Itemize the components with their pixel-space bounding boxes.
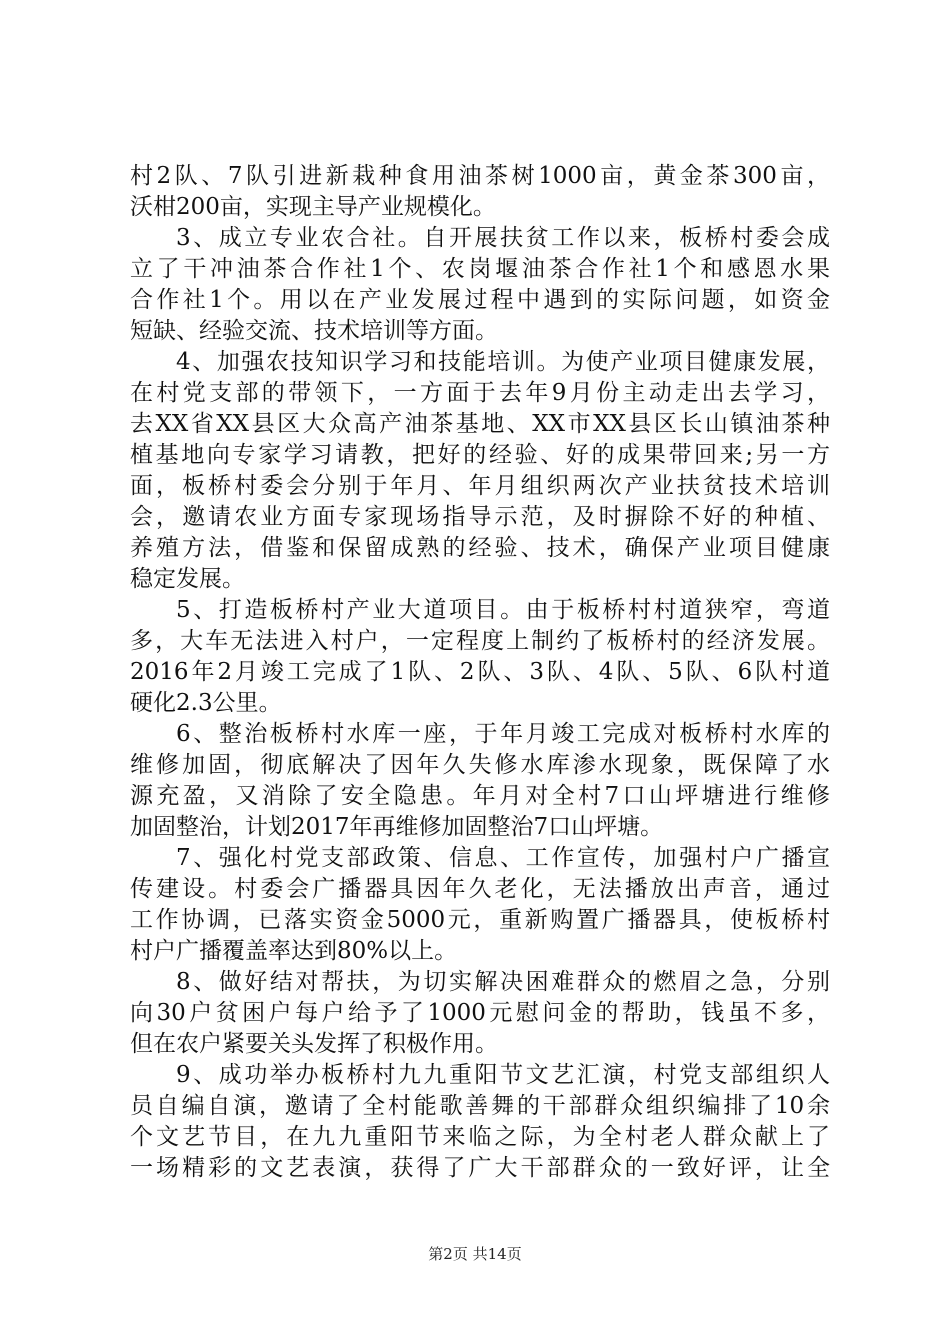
text-line: 但在农户紧要关头发挥了积极作用。 [130, 1031, 498, 1057]
text-line: 加固整治，计划2017年再维修加固整治7口山坪塘。 [130, 814, 664, 840]
text-line: 合作社1个。用以在产业发展过程中遇到的实际问题，如资金 [130, 287, 830, 313]
text-line: 去XX省XX县区大众高产油茶基地、XX市XX县区长山镇油茶种 [130, 411, 830, 437]
text-line: 6、整治板桥村水库一座，于年月竣工完成对板桥村水库的 [176, 721, 830, 747]
text-line: 2016年2月竣工完成了1队、2队、3队、4队、5队、6队村道 [130, 659, 830, 685]
text-line: 9、成功举办板桥村九九重阳节文艺汇演，村党支部组织人 [176, 1062, 830, 1088]
document-body [130, 161, 830, 1184]
text-line: 向30户贫困户每户给予了1000元慰问金的帮助，钱虽不多， [130, 1000, 830, 1026]
text-line: 传建设。村委会广播器具因年久老化，无法播放出声音，通过 [130, 876, 830, 902]
text-line: 工作协调，已落实资金5000元，重新购置广播器具，使板桥村 [130, 907, 830, 933]
text-line: 会，邀请农业方面专家现场指导示范，及时摒除不好的种植、 [130, 504, 830, 530]
text-line: 维修加固，彻底解决了因年久失修水库渗水现象，既保障了水 [130, 752, 830, 778]
text-line: 一场精彩的文艺表演，获得了广大干部群众的一致好评，让全 [130, 1155, 830, 1181]
page-footer [0, 1243, 950, 1264]
text-line: 村2队、7队引进新栽种食用油茶树1000亩，黄金茶300亩， [130, 163, 830, 189]
text-line: 养殖方法，借鉴和保留成熟的经验、技术，确保产业项目健康 [130, 535, 830, 561]
text-line: 稳定发展。 [130, 566, 245, 592]
text-line: 村户广播覆盖率达到80%以上。 [130, 938, 458, 964]
text-line: 5、打造板桥村产业大道项目。由于板桥村村道狭窄，弯道 [176, 597, 830, 623]
text-line: 多，大车无法进入村户，一定程度上制约了板桥村的经济发展。 [130, 628, 830, 654]
text-line: 3、成立专业农合社。自开展扶贫工作以来，板桥村委会成 [176, 225, 830, 251]
text-line: 立了干冲油茶合作社1个、农岗堰油茶合作社1个和感恩水果 [130, 256, 830, 282]
page-number-label: 第2页 共14页 [428, 1245, 522, 1263]
text-line: 短缺、经验交流、技术培训等方面。 [130, 318, 498, 344]
text-line: 源充盈，又消除了安全隐患。年月对全村7口山坪塘进行维修 [130, 783, 830, 809]
text-line: 7、强化村党支部政策、信息、工作宣传，加强村户广播宣 [176, 845, 830, 871]
text-line: 4、加强农技知识学习和技能培训。为使产业项目健康发展， [176, 349, 830, 375]
text-line: 8、做好结对帮扶，为切实解决困难群众的燃眉之急，分别 [176, 969, 830, 995]
text-line: 个文艺节目，在九九重阳节来临之际，为全村老人群众献上了 [130, 1124, 830, 1150]
text-line: 在村党支部的带领下，一方面于去年9月份主动走出去学习， [130, 380, 830, 406]
text-line: 沃柑200亩，实现主导产业规模化。 [130, 194, 496, 220]
text-line: 面，板桥村委会分别于年月、年月组织两次产业扶贫技术培训 [130, 473, 830, 499]
text-line: 员自编自演，邀请了全村能歌善舞的干部群众组织编排了10余 [130, 1093, 830, 1119]
text-line: 植基地向专家学习请教，把好的经验、好的成果带回来;另一方 [130, 442, 830, 468]
text-line: 硬化2.3公里。 [130, 690, 282, 716]
